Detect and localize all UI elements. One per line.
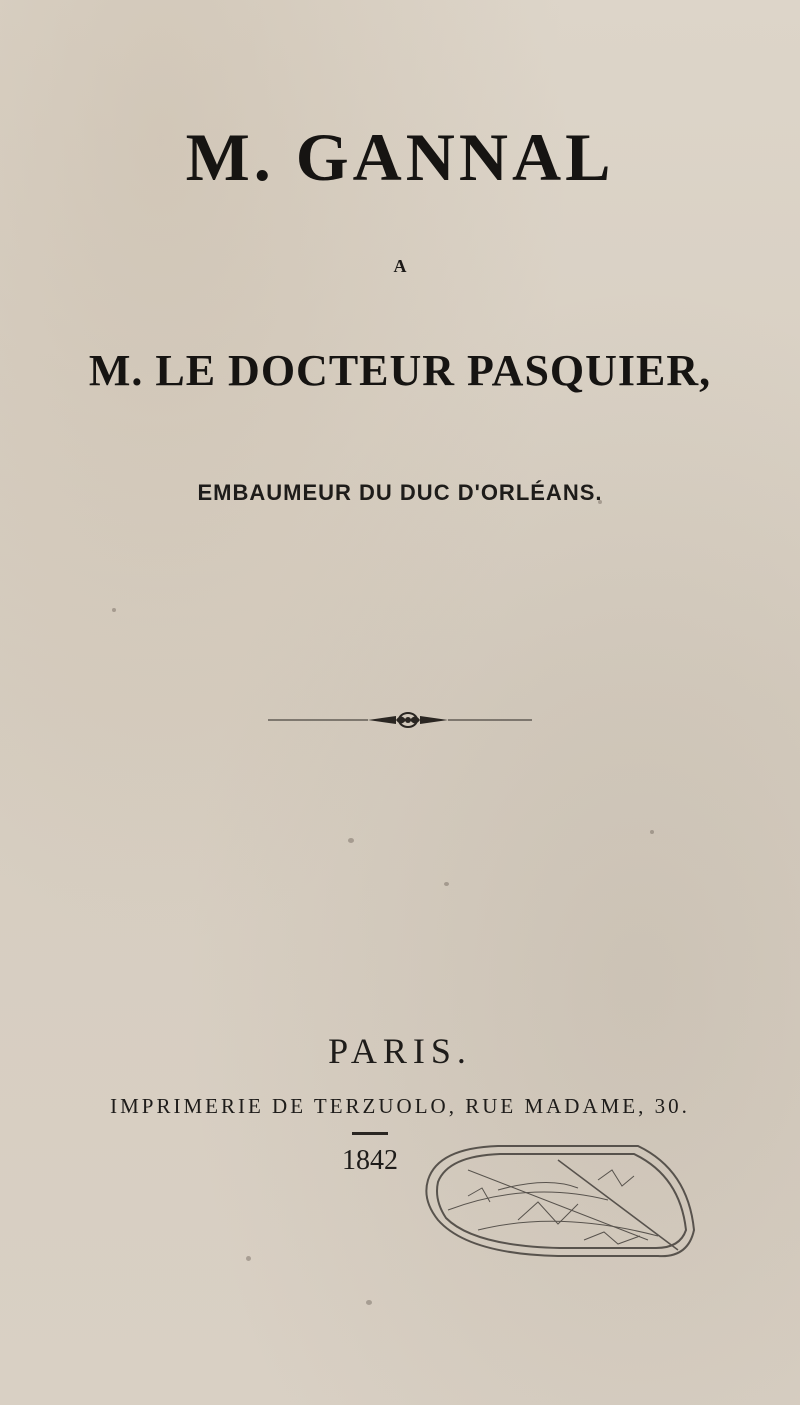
paper-spot xyxy=(650,830,654,834)
addressee-role: EMBAUMEUR DU DUC D'ORLÉANS. xyxy=(197,480,603,505)
preposition: A xyxy=(393,256,407,276)
imprint-city: PARIS. xyxy=(328,1031,472,1071)
paper-spot xyxy=(598,500,602,504)
separator-rule xyxy=(352,1132,388,1135)
addressee-heading: M. LE DOCTEUR PASQUIER, xyxy=(88,346,712,395)
paper-spot xyxy=(246,1256,251,1261)
library-stamp-icon xyxy=(408,1140,698,1260)
paper-spot xyxy=(444,882,449,886)
page-title: M. GANNAL xyxy=(185,119,615,195)
imprint-printer: IMPRIMERIE DE TERZUOLO, RUE MADAME, 30. xyxy=(110,1094,690,1118)
paper-spot xyxy=(366,1300,372,1305)
decorative-rule-ornament xyxy=(268,705,532,735)
paper-spot xyxy=(348,838,354,843)
imprint-year: 1842 xyxy=(342,1145,398,1176)
paper-spot xyxy=(112,608,116,612)
